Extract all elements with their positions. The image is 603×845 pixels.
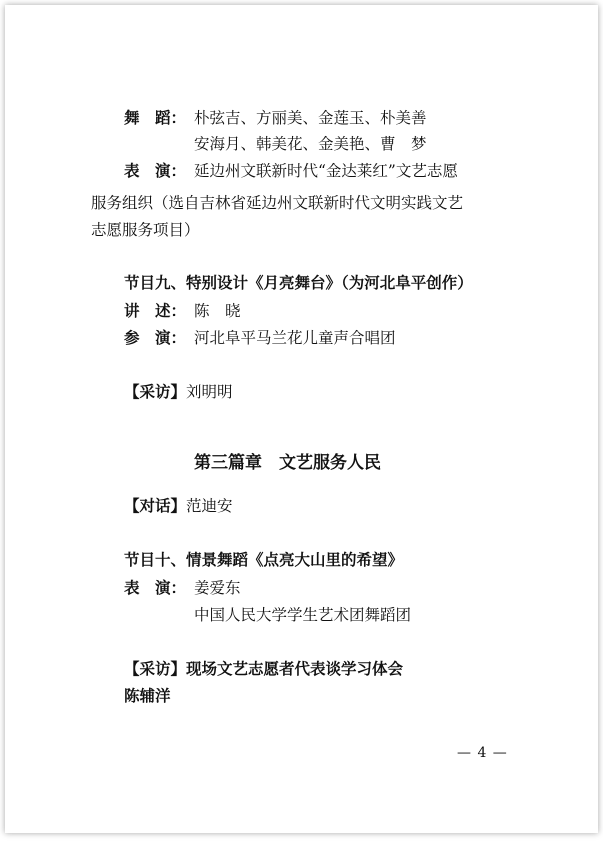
performance-label: 表 演：	[124, 161, 187, 180]
interview2-label: 【采访】	[124, 659, 187, 678]
dance-names-line1: 朴弦吉、方丽美、金莲玉、朴美善	[194, 109, 427, 127]
dialogue-name: 范迪安	[186, 497, 233, 515]
cast-name: 河北阜平马兰花儿童声合唱团	[194, 329, 396, 347]
program9-narrator	[124, 300, 241, 322]
interview-label: 【采访】	[124, 382, 187, 401]
performance-line2: 服务组织（选自吉林省延边州文联新时代文明实践文艺	[91, 194, 464, 212]
dance-credits	[124, 107, 427, 129]
narrator-label: 讲 述：	[124, 301, 187, 320]
interview-liu	[124, 381, 233, 403]
dance-label: 舞 蹈：	[124, 108, 187, 127]
program9-title: 节目九、特别设计《月亮舞台》（为河北阜平创作）	[124, 273, 473, 292]
narrator-name: 陈 晓	[194, 302, 241, 320]
interview2-text: 现场文艺志愿者代表谈学习体会	[186, 659, 404, 678]
dialogue-label: 【对话】	[124, 496, 187, 515]
program10-perf1: 姜爱东	[194, 579, 241, 597]
interview-volunteers	[124, 658, 403, 680]
chapter3-heading: 第三篇章 文艺服务人民	[194, 453, 381, 473]
performance-line3: 志愿服务项目）	[91, 221, 200, 239]
program10-performers	[124, 577, 241, 599]
dialogue-fan	[124, 495, 233, 517]
program10-title: 节目十、情景舞蹈《点亮大山里的希望》	[124, 550, 404, 569]
cast-label: 参 演：	[124, 328, 187, 347]
document-page	[5, 5, 598, 833]
program10-perf-label: 表 演：	[124, 578, 187, 597]
performance-credits	[124, 160, 458, 182]
program10-perf2: 中国人民大学学生艺术团舞蹈团	[194, 606, 412, 624]
page-number: — 4 —	[457, 745, 508, 761]
program9-cast	[124, 327, 396, 349]
interview2-name: 陈辅洋	[124, 686, 171, 705]
performance-line1: 延边州文联新时代“金达莱红”文艺志愿	[194, 162, 458, 180]
dance-names-line2: 安海月、韩美花、金美艳、曹 梦	[194, 135, 427, 153]
interview-name: 刘明明	[186, 383, 233, 401]
